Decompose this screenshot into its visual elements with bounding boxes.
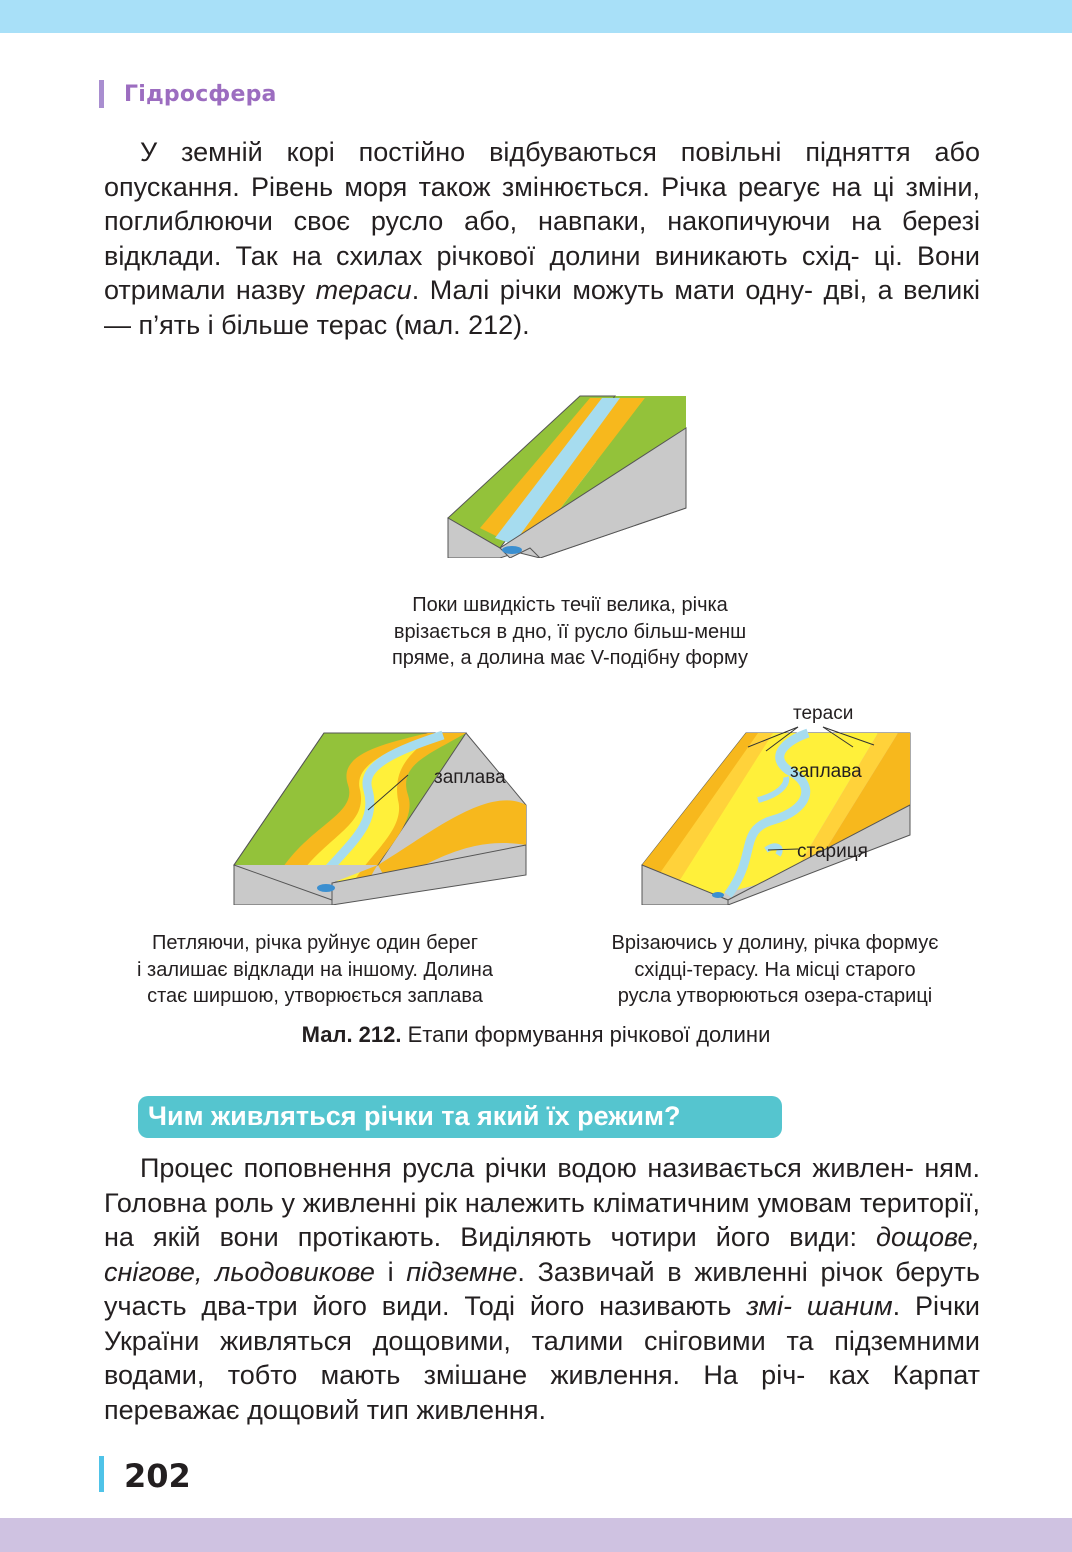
label-floodplain-right: заплава [790,761,862,782]
question-heading: Чим живляться річки та який їх режим? [148,1101,681,1131]
top-color-band [0,0,1072,33]
bottom-color-band [0,1518,1072,1552]
figure-title: Мал. 212. Етапи формування річкової долини [301,1022,771,1047]
label-terraces: тераси [793,703,854,724]
caption-terraces: Врізаючись у долину, річка формує східці-терасу. На місці старого русла утворюються озера-стариці [611,932,939,1007]
page-number-marker [99,1456,104,1492]
label-oxbow: стариця [797,841,868,862]
intro-paragraph: У земній корі постійно відбуваються повільні підняття або опускання. Рівень моря також змінюється. Річка реагує на ці зміни, поглиблюючи своє русло або, навпаки, накопичуючи на березі відклади. Так на схилах річкової долини виникають схід- ці. Вони отримали назву тераси. Малі річки можуть мати одну- дві, а великі — п’ять і більше терас (мал. 212). [104,137,980,340]
v-valley-diagram [440,388,690,558]
term-terasy: тераси [315,275,412,305]
caption-v-valley: Поки швидкість течії велика, річка врізається в дно, її русло більш-менш пряме, а долина має V-подібну форму [391,594,749,669]
label-floodplain-left: заплава [434,767,506,788]
feeding-paragraph: Процес поповнення русла річки водою називається живлен- ням. Головна роль у живленні рік належить кліматичним умовам території, на якій вони протікають. Виділяють чотири його види: дощове, снігове, льодовикове і підземне. Зазвичай в живленні річок беруть участь два-три його види. Тоді його називають змі- шаним. Річки України живляться дощовими, талими сніговими та підземними водами, тобто мають змішане живлення. На річ- ках Карпат переважає дощовий тип живлення. [104,1153,980,1425]
page-number: 202 [124,1457,191,1495]
meander-floodplain-diagram [228,725,528,905]
caption-meander: Петляючи, річка руйнує один берег і залишає відклади на іншому. Долина стає ширшою, утворюється заплава [137,932,493,1007]
terraces-oxbow-diagram [638,725,918,905]
section-title: Гідросфера [124,82,277,107]
section-marker [99,80,104,108]
